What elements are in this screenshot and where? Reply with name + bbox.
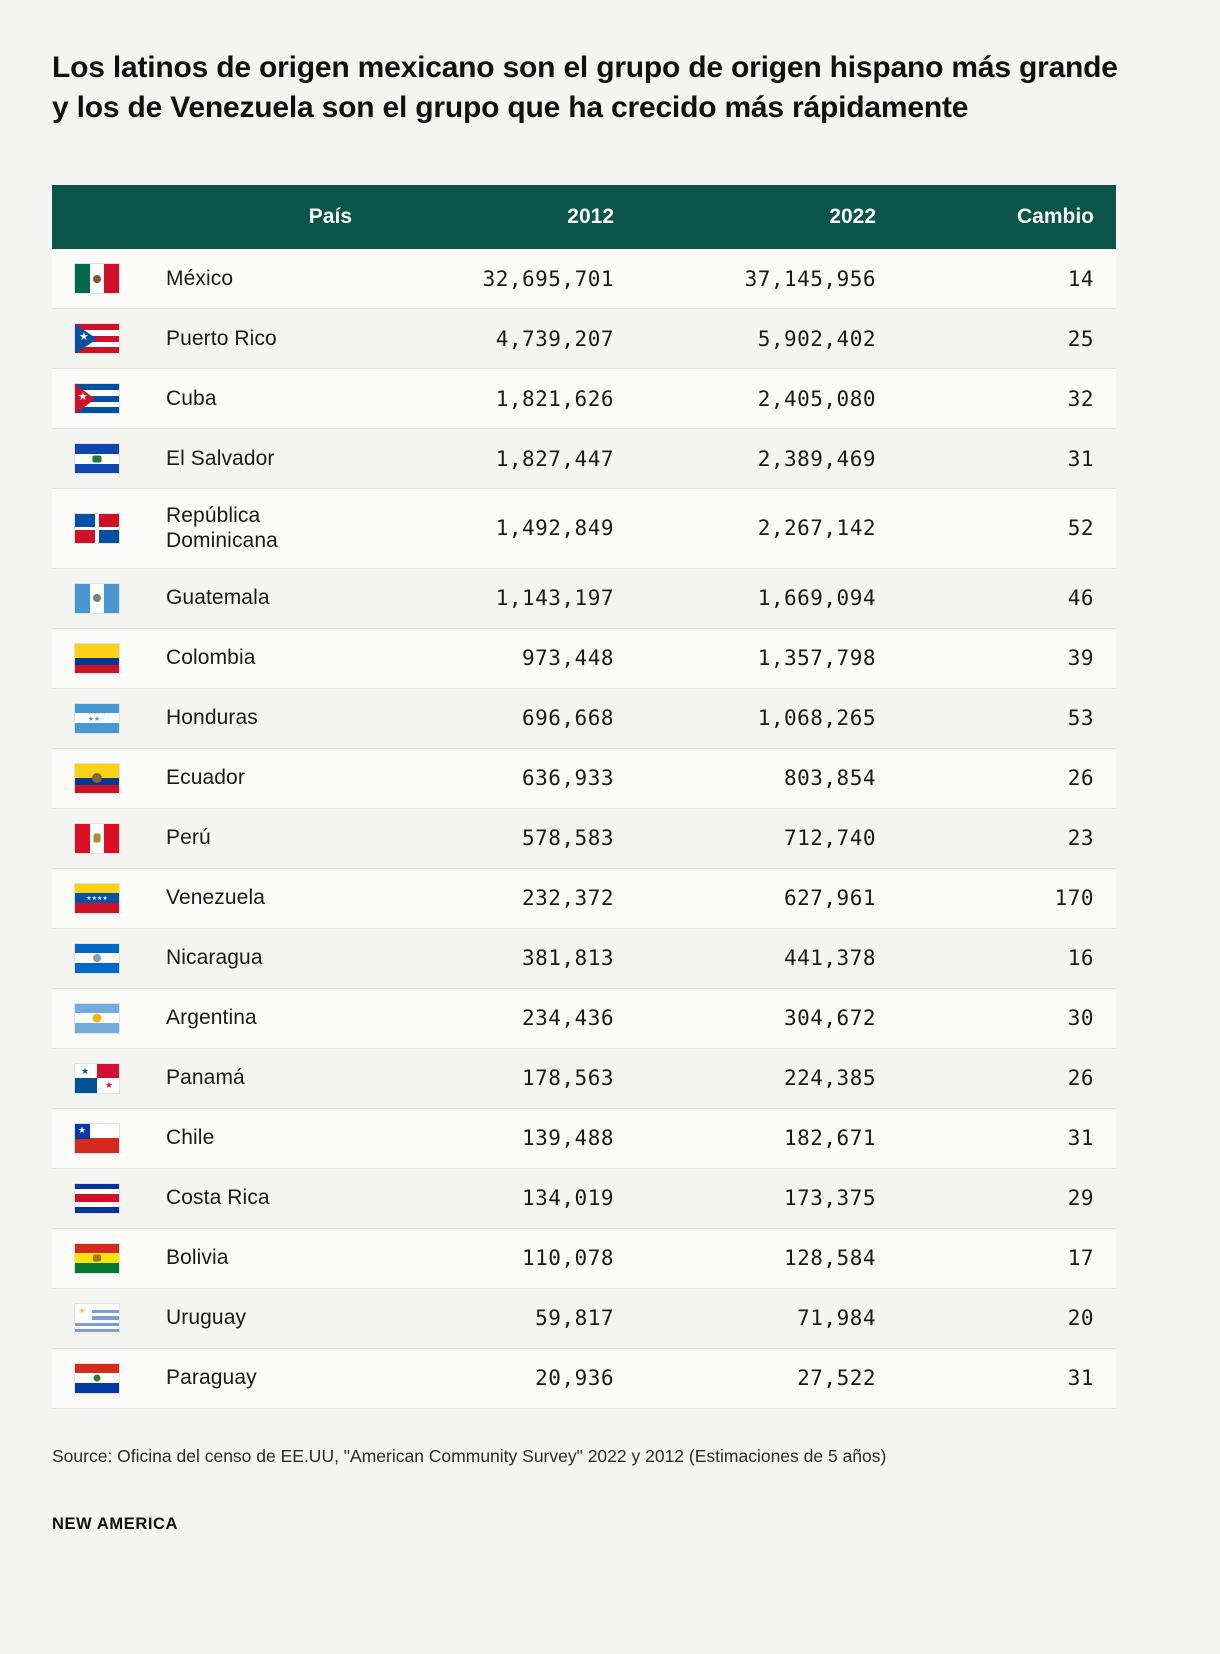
table-row — [52, 988, 1116, 1048]
value-change: 23 — [898, 808, 1116, 868]
country-name: Uruguay — [144, 1288, 374, 1348]
flag-peru-icon — [74, 823, 120, 854]
column-header-change: Cambio — [898, 185, 1116, 249]
flag-cell — [52, 748, 144, 808]
table-row — [52, 1108, 1116, 1168]
value-change: 46 — [898, 568, 1116, 628]
value-2022: 1,669,094 — [636, 568, 898, 628]
flag-emblem — [93, 275, 101, 283]
flag-argentina-icon — [74, 1003, 120, 1034]
value-2022: 5,902,402 — [636, 309, 898, 369]
value-2022: 71,984 — [636, 1288, 898, 1348]
value-2012: 578,583 — [374, 808, 636, 868]
flag-star: ★★★ ★★ — [87, 708, 107, 723]
table-row — [52, 1168, 1116, 1228]
value-2012: 139,488 — [374, 1108, 636, 1168]
value-2012: 178,563 — [374, 1048, 636, 1108]
column-header-2022: 2022 — [636, 185, 898, 249]
value-2012: 696,668 — [374, 688, 636, 748]
country-name: Costa Rica — [144, 1168, 374, 1228]
value-2022: 224,385 — [636, 1048, 898, 1108]
flag-cell — [52, 688, 144, 748]
value-change: 31 — [898, 429, 1116, 489]
value-change: 39 — [898, 628, 1116, 688]
table-row — [52, 1348, 1116, 1408]
value-change: 31 — [898, 1108, 1116, 1168]
flag-star: ★ — [78, 1124, 87, 1135]
flag-star: ★ — [81, 1065, 90, 1076]
flag-star: ★ — [79, 331, 89, 344]
flag-cell — [52, 988, 144, 1048]
value-2012: 20,936 — [374, 1348, 636, 1408]
country-name: El Salvador — [144, 429, 374, 489]
value-change: 16 — [898, 928, 1116, 988]
flag-uruguay-icon — [74, 1303, 120, 1334]
flag-cell — [52, 928, 144, 988]
value-2012: 110,078 — [374, 1228, 636, 1288]
country-name: Chile — [144, 1108, 374, 1168]
flag-emblem — [93, 455, 102, 462]
table-row — [52, 369, 1116, 429]
flag-emblem — [94, 1375, 101, 1382]
flag-cell — [52, 628, 144, 688]
table-row — [52, 429, 1116, 489]
value-2012: 636,933 — [374, 748, 636, 808]
value-2022: 173,375 — [636, 1168, 898, 1228]
country-name: Venezuela — [144, 868, 374, 928]
country-name: República Dominicana — [144, 489, 374, 568]
value-2022: 627,961 — [636, 868, 898, 928]
value-change: 52 — [898, 489, 1116, 568]
flag-cell — [52, 1168, 144, 1228]
value-2012: 381,813 — [374, 928, 636, 988]
table-header-row — [52, 185, 1116, 249]
table-row — [52, 249, 1116, 309]
brand-logo: NEW AMERICA — [52, 1514, 179, 1533]
flag-cuba-icon — [74, 383, 120, 414]
country-name: Panamá — [144, 1048, 374, 1108]
value-change: 53 — [898, 688, 1116, 748]
value-change: 25 — [898, 309, 1116, 369]
flag-emblem — [93, 1255, 101, 1262]
flag-cell — [52, 489, 144, 568]
value-2022: 2,389,469 — [636, 429, 898, 489]
value-2022: 304,672 — [636, 988, 898, 1048]
source-note: Source: Oficina del censo de EE.UU, "American Community Survey" 2022 y 2012 (Estimaciones de 5 años) — [52, 1445, 887, 1466]
value-2022: 128,584 — [636, 1228, 898, 1288]
value-2022: 27,522 — [636, 1348, 898, 1408]
country-name: Perú — [144, 808, 374, 868]
flag-sun-icon: ☀ — [78, 1305, 87, 1316]
column-header-flag — [52, 185, 144, 249]
value-2022: 803,854 — [636, 748, 898, 808]
flag-cell — [52, 1288, 144, 1348]
flag-emblem — [93, 1014, 102, 1023]
flag-honduras-icon — [74, 703, 120, 734]
value-change: 30 — [898, 988, 1116, 1048]
column-header-country: País — [144, 185, 374, 249]
value-2012: 134,019 — [374, 1168, 636, 1228]
value-2012: 1,143,197 — [374, 568, 636, 628]
flag-star: ★ — [104, 1079, 113, 1090]
value-2022: 37,145,956 — [636, 249, 898, 309]
value-2022: 1,068,265 — [636, 688, 898, 748]
table-row — [52, 568, 1116, 628]
flag-colombia-icon — [74, 643, 120, 674]
table-header — [52, 185, 1116, 249]
flag-cell — [52, 808, 144, 868]
flag-nicaragua-icon — [74, 943, 120, 974]
flag-paraguay-icon — [74, 1363, 120, 1394]
value-change: 29 — [898, 1168, 1116, 1228]
table-row — [52, 808, 1116, 868]
table-row — [52, 868, 1116, 928]
value-change: 17 — [898, 1228, 1116, 1288]
table-row — [52, 1228, 1116, 1288]
table-row — [52, 309, 1116, 369]
table-row — [52, 628, 1116, 688]
country-name: Puerto Rico — [144, 309, 374, 369]
value-2012: 1,492,849 — [374, 489, 636, 568]
flag-cell — [52, 309, 144, 369]
flag-cell — [52, 369, 144, 429]
flag-el-salvador-icon — [74, 443, 120, 474]
country-name: Bolivia — [144, 1228, 374, 1288]
flag-emblem — [94, 834, 101, 843]
value-2022: 1,357,798 — [636, 628, 898, 688]
origin-groups-table — [52, 185, 1116, 1408]
country-name: Nicaragua — [144, 928, 374, 988]
value-change: 14 — [898, 249, 1116, 309]
value-2012: 1,827,447 — [374, 429, 636, 489]
flag-ecuador-icon — [74, 763, 120, 794]
value-2022: 441,378 — [636, 928, 898, 988]
country-name: México — [144, 249, 374, 309]
flag-panama-icon — [74, 1063, 120, 1094]
flag-cell — [52, 868, 144, 928]
column-header-2012: 2012 — [374, 185, 636, 249]
flag-star: ★★★★ — [86, 895, 108, 902]
value-2012: 4,739,207 — [374, 309, 636, 369]
country-name: Colombia — [144, 628, 374, 688]
flag-emblem — [92, 773, 102, 783]
flag-mexico-icon — [74, 263, 120, 294]
value-2022: 182,671 — [636, 1108, 898, 1168]
flag-cell — [52, 1228, 144, 1288]
country-name: Argentina — [144, 988, 374, 1048]
flag-puerto-rico-icon — [74, 323, 120, 354]
country-name: Paraguay — [144, 1348, 374, 1408]
flag-dominican-republic-icon — [74, 513, 120, 544]
flag-emblem — [93, 954, 101, 962]
value-change: 26 — [898, 748, 1116, 808]
value-change: 32 — [898, 369, 1116, 429]
value-2022: 2,405,080 — [636, 369, 898, 429]
flag-cell — [52, 1108, 144, 1168]
page-title: Los latinos de origen mexicano son el grupo de origen hispano más grande y los de Venezuela son el grupo que ha crecido más rápidamente — [52, 51, 1118, 124]
flag-emblem — [93, 594, 101, 602]
flag-venezuela-icon — [74, 883, 120, 914]
value-2022: 712,740 — [636, 808, 898, 868]
country-name: Ecuador — [144, 748, 374, 808]
country-name: Guatemala — [144, 568, 374, 628]
table-row — [52, 688, 1116, 748]
flag-cell — [52, 1348, 144, 1408]
value-2012: 232,372 — [374, 868, 636, 928]
flag-cell — [52, 249, 144, 309]
flag-bolivia-icon — [74, 1243, 120, 1274]
value-change: 170 — [898, 868, 1116, 928]
value-2012: 1,821,626 — [374, 369, 636, 429]
country-name: Cuba — [144, 369, 374, 429]
value-change: 20 — [898, 1288, 1116, 1348]
value-2022: 2,267,142 — [636, 489, 898, 568]
table-row — [52, 928, 1116, 988]
table-body — [52, 249, 1116, 1408]
table-row — [52, 1288, 1116, 1348]
flag-cell — [52, 429, 144, 489]
value-2012: 32,695,701 — [374, 249, 636, 309]
country-name: Honduras — [144, 688, 374, 748]
value-2012: 59,817 — [374, 1288, 636, 1348]
flag-costa-rica-icon — [74, 1183, 120, 1214]
flag-cell — [52, 568, 144, 628]
table-row — [52, 748, 1116, 808]
flag-star: ★ — [78, 391, 88, 404]
flag-chile-icon — [74, 1123, 120, 1154]
value-change: 31 — [898, 1348, 1116, 1408]
table-row — [52, 1048, 1116, 1108]
table-row — [52, 489, 1116, 568]
flag-guatemala-icon — [74, 583, 120, 614]
value-change: 26 — [898, 1048, 1116, 1108]
value-2012: 234,436 — [374, 988, 636, 1048]
value-2012: 973,448 — [374, 628, 636, 688]
flag-cell — [52, 1048, 144, 1108]
